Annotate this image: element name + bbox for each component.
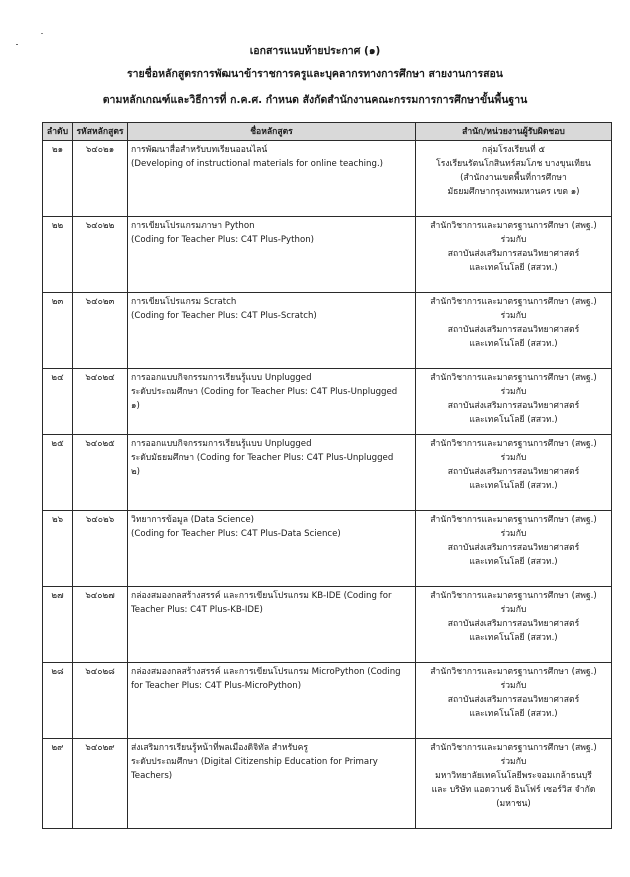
course-name-thai: การออกแบบกิจกรรมการเรียนรู้แบบ Unplugged	[131, 439, 312, 449]
course-name-cell	[128, 369, 416, 435]
row-number: ๒๗	[43, 587, 73, 663]
responsible-unit-line: สำนักวิชาการและมาตรฐานการศึกษา (สพฐ.)	[430, 667, 597, 677]
responsible-unit-cell	[416, 293, 612, 369]
course-name-thai: วิทยาการข้อมูล (Data Science)	[131, 515, 254, 525]
responsible-unit-line: สถาบันส่งเสริมการสอนวิทยาศาสตร์	[447, 695, 580, 705]
list-title: รายชื่อหลักสูตรการพัฒนาข้าราชการครูและบุคลากรทางการศึกษา สายงานการสอน	[126, 68, 503, 80]
responsible-unit-line: สำนักวิชาการและมาตรฐานการศึกษา (สพฐ.)	[430, 743, 597, 753]
responsible-unit-line: สำนักวิชาการและมาตรฐานการศึกษา (สพฐ.)	[430, 297, 597, 307]
course-name-english: for Teacher Plus: C4T Plus-MicroPython)	[131, 681, 302, 691]
attachment-title: เอกสารแนบท้ายประกาศ (๑)	[249, 45, 381, 57]
responsible-unit-cell	[416, 435, 612, 511]
responsible-unit-line: ร่วมกับ	[500, 681, 527, 691]
table-row	[43, 587, 612, 663]
course-name-thai: ส่งเสริมการเรียนรู้หน้าที่พลเมืองดิจิทัล สำหรับครู	[131, 743, 308, 753]
responsible-unit-line: สถาบันส่งเสริมการสอนวิทยาศาสตร์	[447, 467, 580, 477]
course-name-english-cont: ๒)	[131, 467, 141, 477]
course-name-cell	[128, 739, 416, 829]
responsible-unit-line: มหาวิทยาลัยเทคโนโลยีพระจอมเกล้าธนบุรี	[435, 771, 592, 781]
row-number: ๒๑	[43, 141, 73, 217]
responsible-unit-line: สำนักวิชาการและมาตรฐานการศึกษา (สพฐ.)	[430, 439, 597, 449]
course-code: ๖๔๐๒๘	[73, 663, 128, 739]
responsible-unit-line: และเทคโนโลยี (สสวท.)	[469, 263, 558, 273]
course-name-thai: การเขียนโปรแกรม Scratch	[131, 297, 237, 307]
responsible-unit-line: และเทคโนโลยี (สสวท.)	[469, 481, 558, 491]
row-number: ๒๓	[43, 293, 73, 369]
responsible-unit-line: กลุ่มโรงเรียนที่ ๕	[482, 145, 545, 155]
responsible-unit-line: ร่วมกับ	[500, 757, 527, 767]
course-name-english: ระดับประถมศึกษา (Digital Citizenship Education for Primary	[131, 757, 378, 767]
responsible-unit-line: ร่วมกับ	[500, 311, 527, 321]
course-name-cell	[128, 511, 416, 587]
document-header	[0, 44, 630, 107]
course-name-thai: การออกแบบกิจกรรมการเรียนรู้แบบ Unplugged	[131, 373, 312, 383]
course-name-thai: การเขียนโปรแกรมภาษา Python	[131, 221, 255, 231]
course-code: ๖๔๐๒๔	[73, 369, 128, 435]
responsible-unit-line: และเทคโนโลยี (สสวท.)	[469, 339, 558, 349]
row-number: ๒๖	[43, 511, 73, 587]
table-row	[43, 739, 612, 829]
responsible-unit-cell	[416, 587, 612, 663]
responsible-unit-line: สถาบันส่งเสริมการสอนวิทยาศาสตร์	[447, 543, 580, 553]
course-name-english: ระดับประถมศึกษา (Coding for Teacher Plus: C4T Plus-Unplugged	[131, 387, 398, 397]
responsible-unit-line: ร่วมกับ	[500, 453, 527, 463]
column-header-unit: สำนัก/หน่วยงานผู้รับผิดชอบ	[416, 123, 612, 141]
row-number: ๒๙	[43, 739, 73, 829]
responsible-unit-line: มัธยมศึกษากรุงเทพมหานคร เขต ๑)	[447, 187, 580, 197]
course-name-cell	[128, 217, 416, 293]
course-name-english-cont: ๑)	[131, 401, 140, 411]
course-name-cell	[128, 663, 416, 739]
responsible-unit-cell	[416, 141, 612, 217]
responsible-unit-line: (สำนักงานเขตพื้นที่การศึกษา	[460, 173, 567, 183]
responsible-unit-line: และเทคโนโลยี (สสวท.)	[469, 633, 558, 643]
responsible-unit-cell	[416, 217, 612, 293]
responsible-unit-line: สำนักวิชาการและมาตรฐานการศึกษา (สพฐ.)	[430, 515, 597, 525]
course-name-cell	[128, 141, 416, 217]
table-row	[43, 293, 612, 369]
course-name-english: (Coding for Teacher Plus: C4T Plus-Scratch)	[131, 311, 317, 321]
responsible-unit-cell	[416, 369, 612, 435]
responsible-unit-line: สถาบันส่งเสริมการสอนวิทยาศาสตร์	[447, 325, 580, 335]
course-code: ๖๔๐๒๒	[73, 217, 128, 293]
responsible-unit-line: และเทคโนโลยี (สสวท.)	[469, 557, 558, 567]
course-code: ๖๔๐๒๕	[73, 435, 128, 511]
responsible-unit-cell	[416, 739, 612, 829]
course-name-cell	[128, 587, 416, 663]
course-code: ๖๔๐๒๖	[73, 511, 128, 587]
table-row	[43, 217, 612, 293]
row-number: ๒๔	[43, 369, 73, 435]
course-name-cell	[128, 293, 416, 369]
table-header-row	[43, 123, 612, 141]
column-header-code: รหัสหลักสูตร	[73, 123, 128, 141]
responsible-unit-line: สถาบันส่งเสริมการสอนวิทยาศาสตร์	[447, 619, 580, 629]
responsible-unit-line: ร่วมกับ	[500, 235, 527, 245]
course-code: ๖๔๐๒๙	[73, 739, 128, 829]
responsible-unit-cell	[416, 663, 612, 739]
course-name-english: (Coding for Teacher Plus: C4T Plus-Data Science)	[131, 529, 341, 539]
list-subtitle: ตามหลักเกณฑ์และวิธีการที่ ก.ค.ศ. กำหนด สังกัดสำนักงานคณะกรรมการการศึกษาขั้นพื้นฐาน	[102, 94, 528, 106]
table-row	[43, 663, 612, 739]
course-name-english: Teacher Plus: C4T Plus-KB-IDE)	[131, 605, 263, 615]
table-row	[43, 141, 612, 217]
scan-speck	[41, 33, 43, 34]
row-number: ๒๒	[43, 217, 73, 293]
course-name-english: (Developing of instructional materials for online teaching.)	[131, 159, 384, 169]
column-header-name: ชื่อหลักสูตร	[128, 123, 416, 141]
responsible-unit-cell	[416, 511, 612, 587]
course-code: ๖๔๐๒๓	[73, 293, 128, 369]
responsible-unit-line: ร่วมกับ	[500, 529, 527, 539]
course-name-english: (Coding for Teacher Plus: C4T Plus-Python)	[131, 235, 315, 245]
course-code: ๖๔๐๒๑	[73, 141, 128, 217]
course-name-thai: การพัฒนาสื่อสำหรับบทเรียนออนไลน์	[131, 145, 268, 155]
responsible-unit-line: และเทคโนโลยี (สสวท.)	[469, 709, 558, 719]
table-row	[43, 369, 612, 435]
responsible-unit-line: และเทคโนโลยี (สสวท.)	[469, 415, 558, 425]
responsible-unit-line: สำนักวิชาการและมาตรฐานการศึกษา (สพฐ.)	[430, 373, 597, 383]
table-row	[43, 435, 612, 511]
column-header-no: ลำดับ	[43, 123, 73, 141]
responsible-unit-line: ร่วมกับ	[500, 605, 527, 615]
course-name-cell	[128, 435, 416, 511]
responsible-unit-line: ร่วมกับ	[500, 387, 527, 397]
responsible-unit-line: และ บริษัท แอดวานซ์ อินโฟร์ เซอร์วิส จำกัด	[431, 785, 596, 795]
row-number: ๒๕	[43, 435, 73, 511]
responsible-unit-line: (มหาชน)	[496, 799, 531, 809]
course-name-english: ระดับมัธยมศึกษา (Coding for Teacher Plus: C4T Plus-Unplugged	[131, 453, 394, 463]
row-number: ๒๘	[43, 663, 73, 739]
course-name-thai: กล่องสมองกลสร้างสรรค์ และการเขียนโปรแกรม KB-IDE (Coding for	[131, 591, 392, 601]
responsible-unit-line: สำนักวิชาการและมาตรฐานการศึกษา (สพฐ.)	[430, 221, 597, 231]
responsible-unit-line: สถาบันส่งเสริมการสอนวิทยาศาสตร์	[447, 401, 580, 411]
table-row	[43, 511, 612, 587]
course-name-thai: กล่องสมองกลสร้างสรรค์ และการเขียนโปรแกรม MicroPython (Coding	[131, 667, 401, 677]
course-name-english-cont: Teachers)	[131, 771, 173, 781]
responsible-unit-line: สถาบันส่งเสริมการสอนวิทยาศาสตร์	[447, 249, 580, 259]
responsible-unit-line: สำนักวิชาการและมาตรฐานการศึกษา (สพฐ.)	[430, 591, 597, 601]
course-table	[42, 122, 612, 829]
course-code: ๖๔๐๒๗	[73, 587, 128, 663]
responsible-unit-line: โรงเรียนรัตนโกสินทร์สมโภช บางขุนเทียน	[436, 159, 591, 169]
